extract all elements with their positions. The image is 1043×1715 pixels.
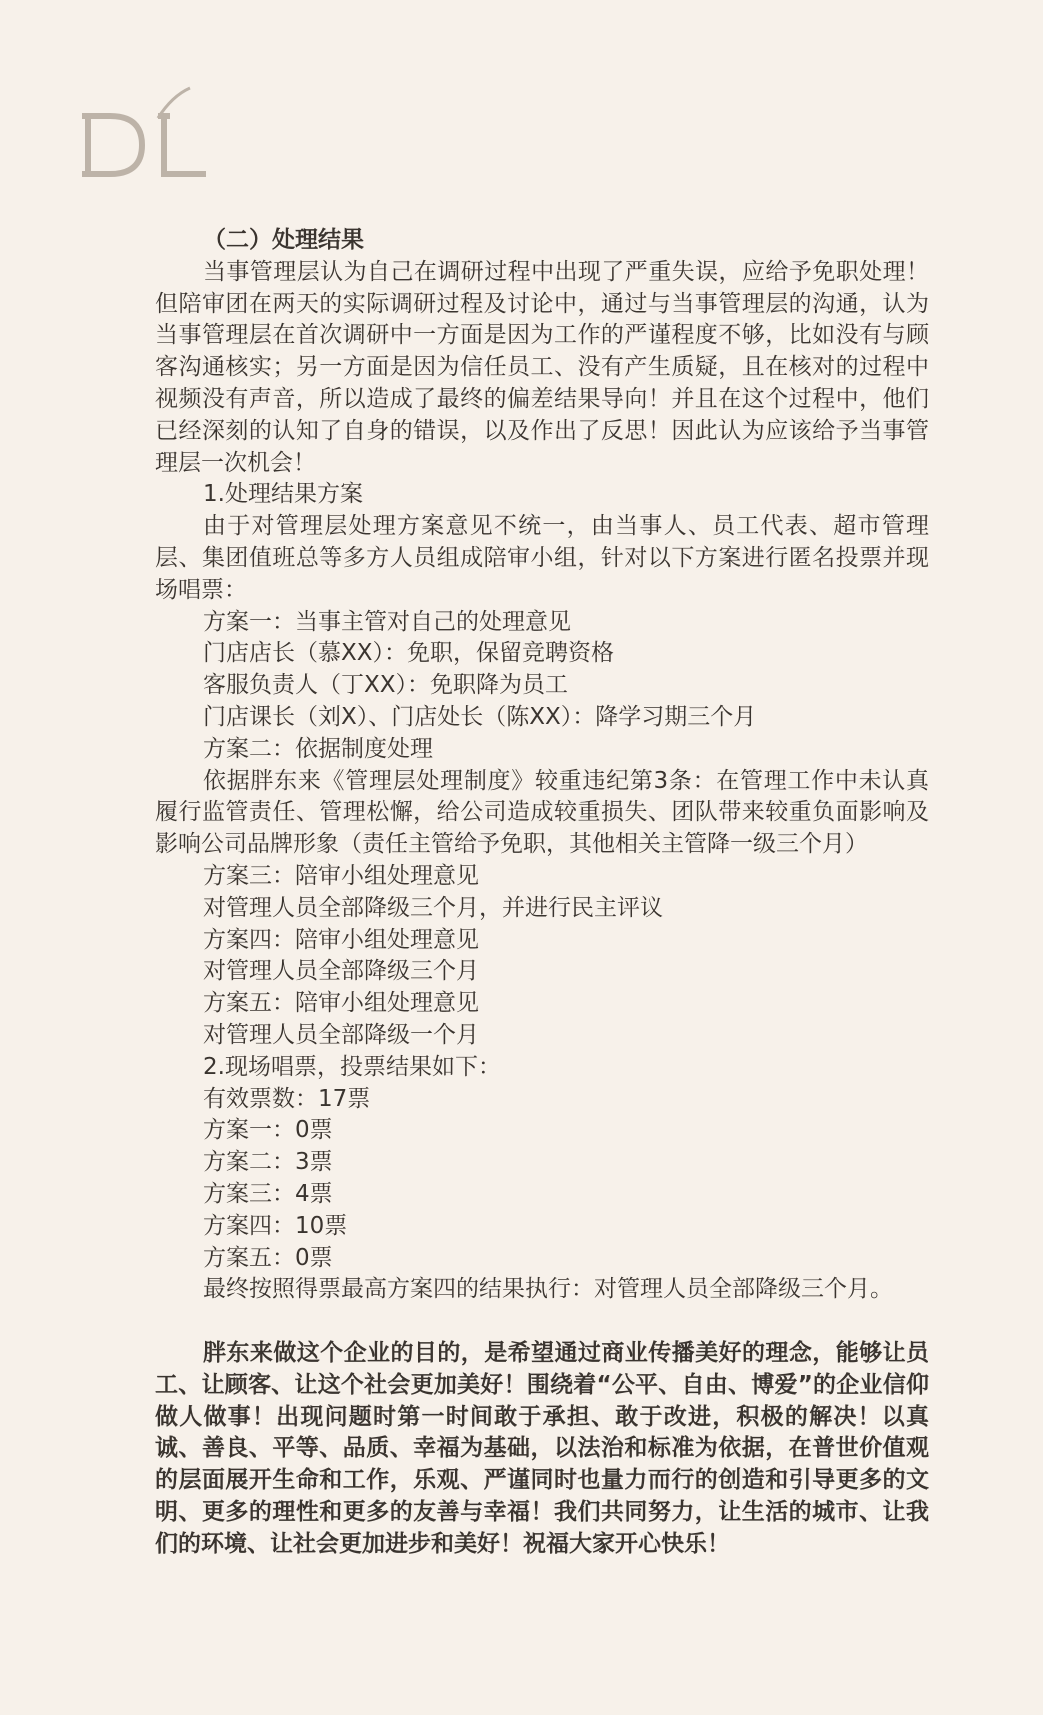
- section-heading: （二）处理结果: [203, 227, 364, 253]
- vote-total: 有效票数：17票: [203, 1085, 371, 1112]
- vote-plan5: 方案五：0票: [203, 1244, 333, 1271]
- conclusion: 最终按照得票最高方案四的结果执行：对管理人员全部降级三个月。: [203, 1276, 893, 1303]
- plan2-title: 方案二：依据制度处理: [203, 735, 433, 762]
- plan1-item: 客服负责人（丁XX）：免职降为员工: [203, 672, 569, 699]
- vote-plan1: 方案一：0票: [203, 1117, 333, 1144]
- plan4-body: 对管理人员全部降级三个月: [203, 958, 479, 985]
- vote-plan4: 方案四：10票: [203, 1212, 348, 1239]
- dl-logo: [80, 86, 210, 178]
- plan5-body: 对管理人员全部降级一个月: [203, 1021, 479, 1048]
- plan1-title: 方案一：当事主管对自己的处理意见: [203, 608, 571, 635]
- document-body: [155, 225, 929, 1561]
- section2-title: 2.现场唱票，投票结果如下：: [203, 1053, 501, 1080]
- section1-title: 1.处理结果方案: [203, 481, 363, 508]
- plan5-title: 方案五：陪审小组处理意见: [203, 990, 479, 1017]
- vote-plan2: 方案二：3票: [203, 1149, 333, 1176]
- section1-body: 由于对管理层处理方案意见不统一，由当事人、员工代表、超市管理层、集团值班总等多方人员组成陪审小组，针对以下方案进行匿名投票并现场唱票：: [155, 513, 929, 603]
- closing-paragraph: 胖东来做这个企业的目的，是希望通过商业传播美好的理念，能够让员工、让顾客、让这个社会更加美好！围绕着“公平、自由、博爱”的企业信仰做人做事！出现问题时第一时间敢于承担、敢于改进，积极的解决！以真诚、善良、平等、品质、幸福为基础，以法治和标准为依据，在普世价值观的层面展开生命和工作，乐观、严谨同时也量力而行的创造和引导更多的文明、更多的理性和更多的友善与幸福！我们共同努力，让生活的城市、让我们的环境、让社会更加进步和美好！祝福大家开心快乐！: [155, 1340, 929, 1557]
- plan4-title: 方案四：陪审小组处理意见: [203, 926, 479, 953]
- plan1-item: 门店课长（刘X）、门店处长（陈XX）：降学习期三个月: [203, 703, 757, 730]
- plan3-body: 对管理人员全部降级三个月，并进行民主评议: [203, 894, 663, 921]
- vote-plan3: 方案三：4票: [203, 1180, 333, 1207]
- plan1-item: 门店店长（慕XX）：免职，保留竞聘资格: [203, 640, 615, 667]
- plan2-body: 依据胖东来《管理层处理制度》较重违纪第3条：在管理工作中未认真履行监管责任、管理松懈，给公司造成较重损失、团队带来较重负面影响及影响公司品牌形象（责任主管给予免职，其他相关主管降一级三个月）: [155, 767, 929, 858]
- intro-paragraph: 当事管理层认为自己在调研过程中出现了严重失误，应给予免职处理！但陪审团在两天的实际调研过程及讨论中，通过与当事管理层的沟通，认为当事管理层在首次调研中一方面是因为工作的严谨程度不够，比如没有与顾客沟通核实；另一方面是因为信任员工、没有产生质疑，且在核对的过程中视频没有声音，所以造成了最终的偏差结果导向！并且在这个过程中，他们已经深刻的认知了自身的错误，以及作出了反思！因此认为应该给予当事管理层一次机会！: [155, 258, 929, 476]
- plan3-title: 方案三：陪审小组处理意见: [203, 862, 479, 889]
